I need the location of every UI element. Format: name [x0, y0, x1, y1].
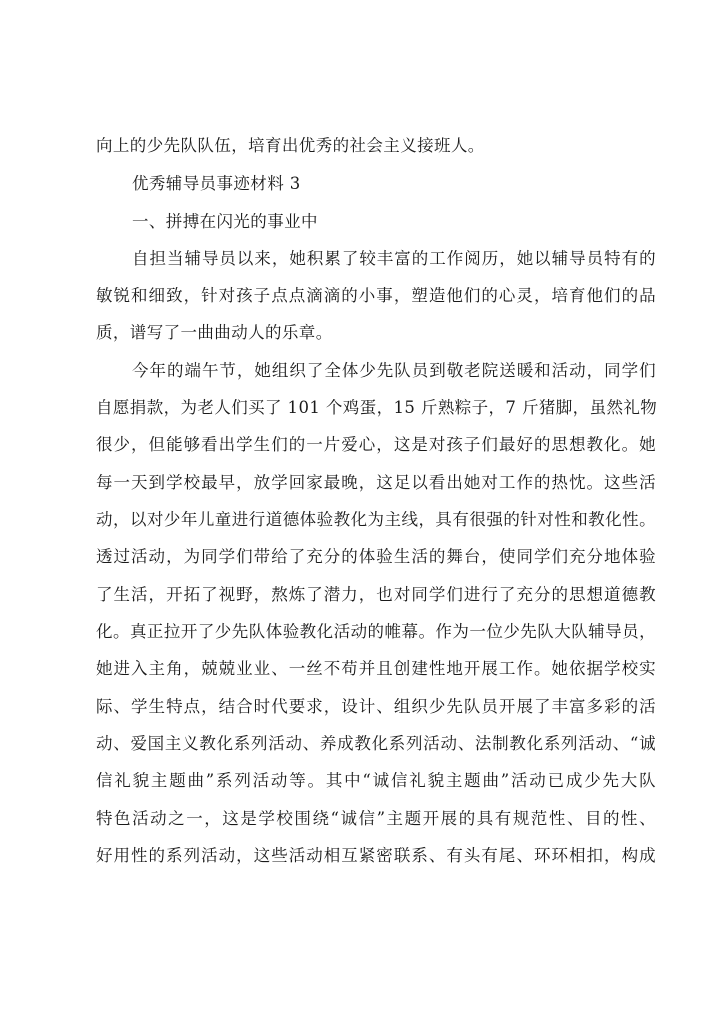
paragraph-2-line-10: 际、学生特点，结合时代要求，设计、组织少先队员开展了丰富多彩的活: [96, 697, 656, 716]
paragraph-2-line-11: 动、爱国主义教化系列活动、养成教化系列活动、法制教化系列活动、“诚: [96, 734, 656, 753]
paragraph-2-line-5: 动，以对少年儿童进行道德体验教化为主线，具有很强的针对性和教化性。: [96, 510, 656, 529]
subsection-heading: 一、拼搏在闪光的事业中: [132, 212, 318, 231]
paragraph-2-line-7: 了生活，开拓了视野，熬炼了潜力，也对同学们进行了充分的思想道德教: [96, 585, 656, 604]
paragraph-1-line-3: 质，谱写了一曲曲动人的乐章。: [96, 323, 333, 342]
paragraph-1-line-1: 自担当辅导员以来，她积累了较丰富的工作阅历，她以辅导员特有的: [132, 249, 656, 268]
paragraph-2-line-9: 她进入主角，兢兢业业、一丝不苟并且创建性地开展工作。她依据学校实: [96, 659, 656, 678]
paragraph-2-line-3: 很少，但能够看出学生们的一片爱心，这是对孩子们最好的思想教化。她: [96, 435, 656, 454]
paragraph-2-line-13: 特色活动之一，这是学校围绕“诚信”主题开展的具有规范性、目的性、: [96, 809, 656, 828]
paragraph-2-line-1: 今年的端午节，她组织了全体少先队员到敬老院送暖和活动，同学们: [132, 361, 656, 380]
paragraph-2-line-8: 化。真正拉开了少先队体验教化活动的帷幕。作为一位少先队大队辅导员，: [96, 622, 656, 641]
paragraph-2-line-6: 透过活动，为同学们带给了充分的体验生活的舞台，使同学们充分地体验: [96, 547, 656, 566]
paragraph-2-line-2: 自愿捐款，为老人们买了 101 个鸡蛋，15 斤熟粽子，7 斤猪脚，虽然礼物: [96, 398, 658, 417]
paragraph-2-line-14: 好用性的系列活动，这些活动相互紧密联系、有头有尾、环环相扣，构成: [96, 846, 656, 865]
paragraph-2-line-4: 每一天到学校最早，放学回家最晚，这足以看出她对工作的热忱。这些活: [96, 473, 656, 492]
text-line-continuation: 向上的少先队队伍，培育出优秀的社会主义接班人。: [96, 136, 485, 155]
section-title: 优秀辅导员事迹材料 3: [132, 174, 301, 193]
paragraph-2-line-12: 信礼貌主题曲”系列活动等。其中“诚信礼貌主题曲”活动已成少先大队: [96, 771, 656, 790]
paragraph-1-line-2: 敏锐和细致，针对孩子点点滴滴的小事，塑造他们的心灵，培育他们的品: [96, 286, 656, 305]
